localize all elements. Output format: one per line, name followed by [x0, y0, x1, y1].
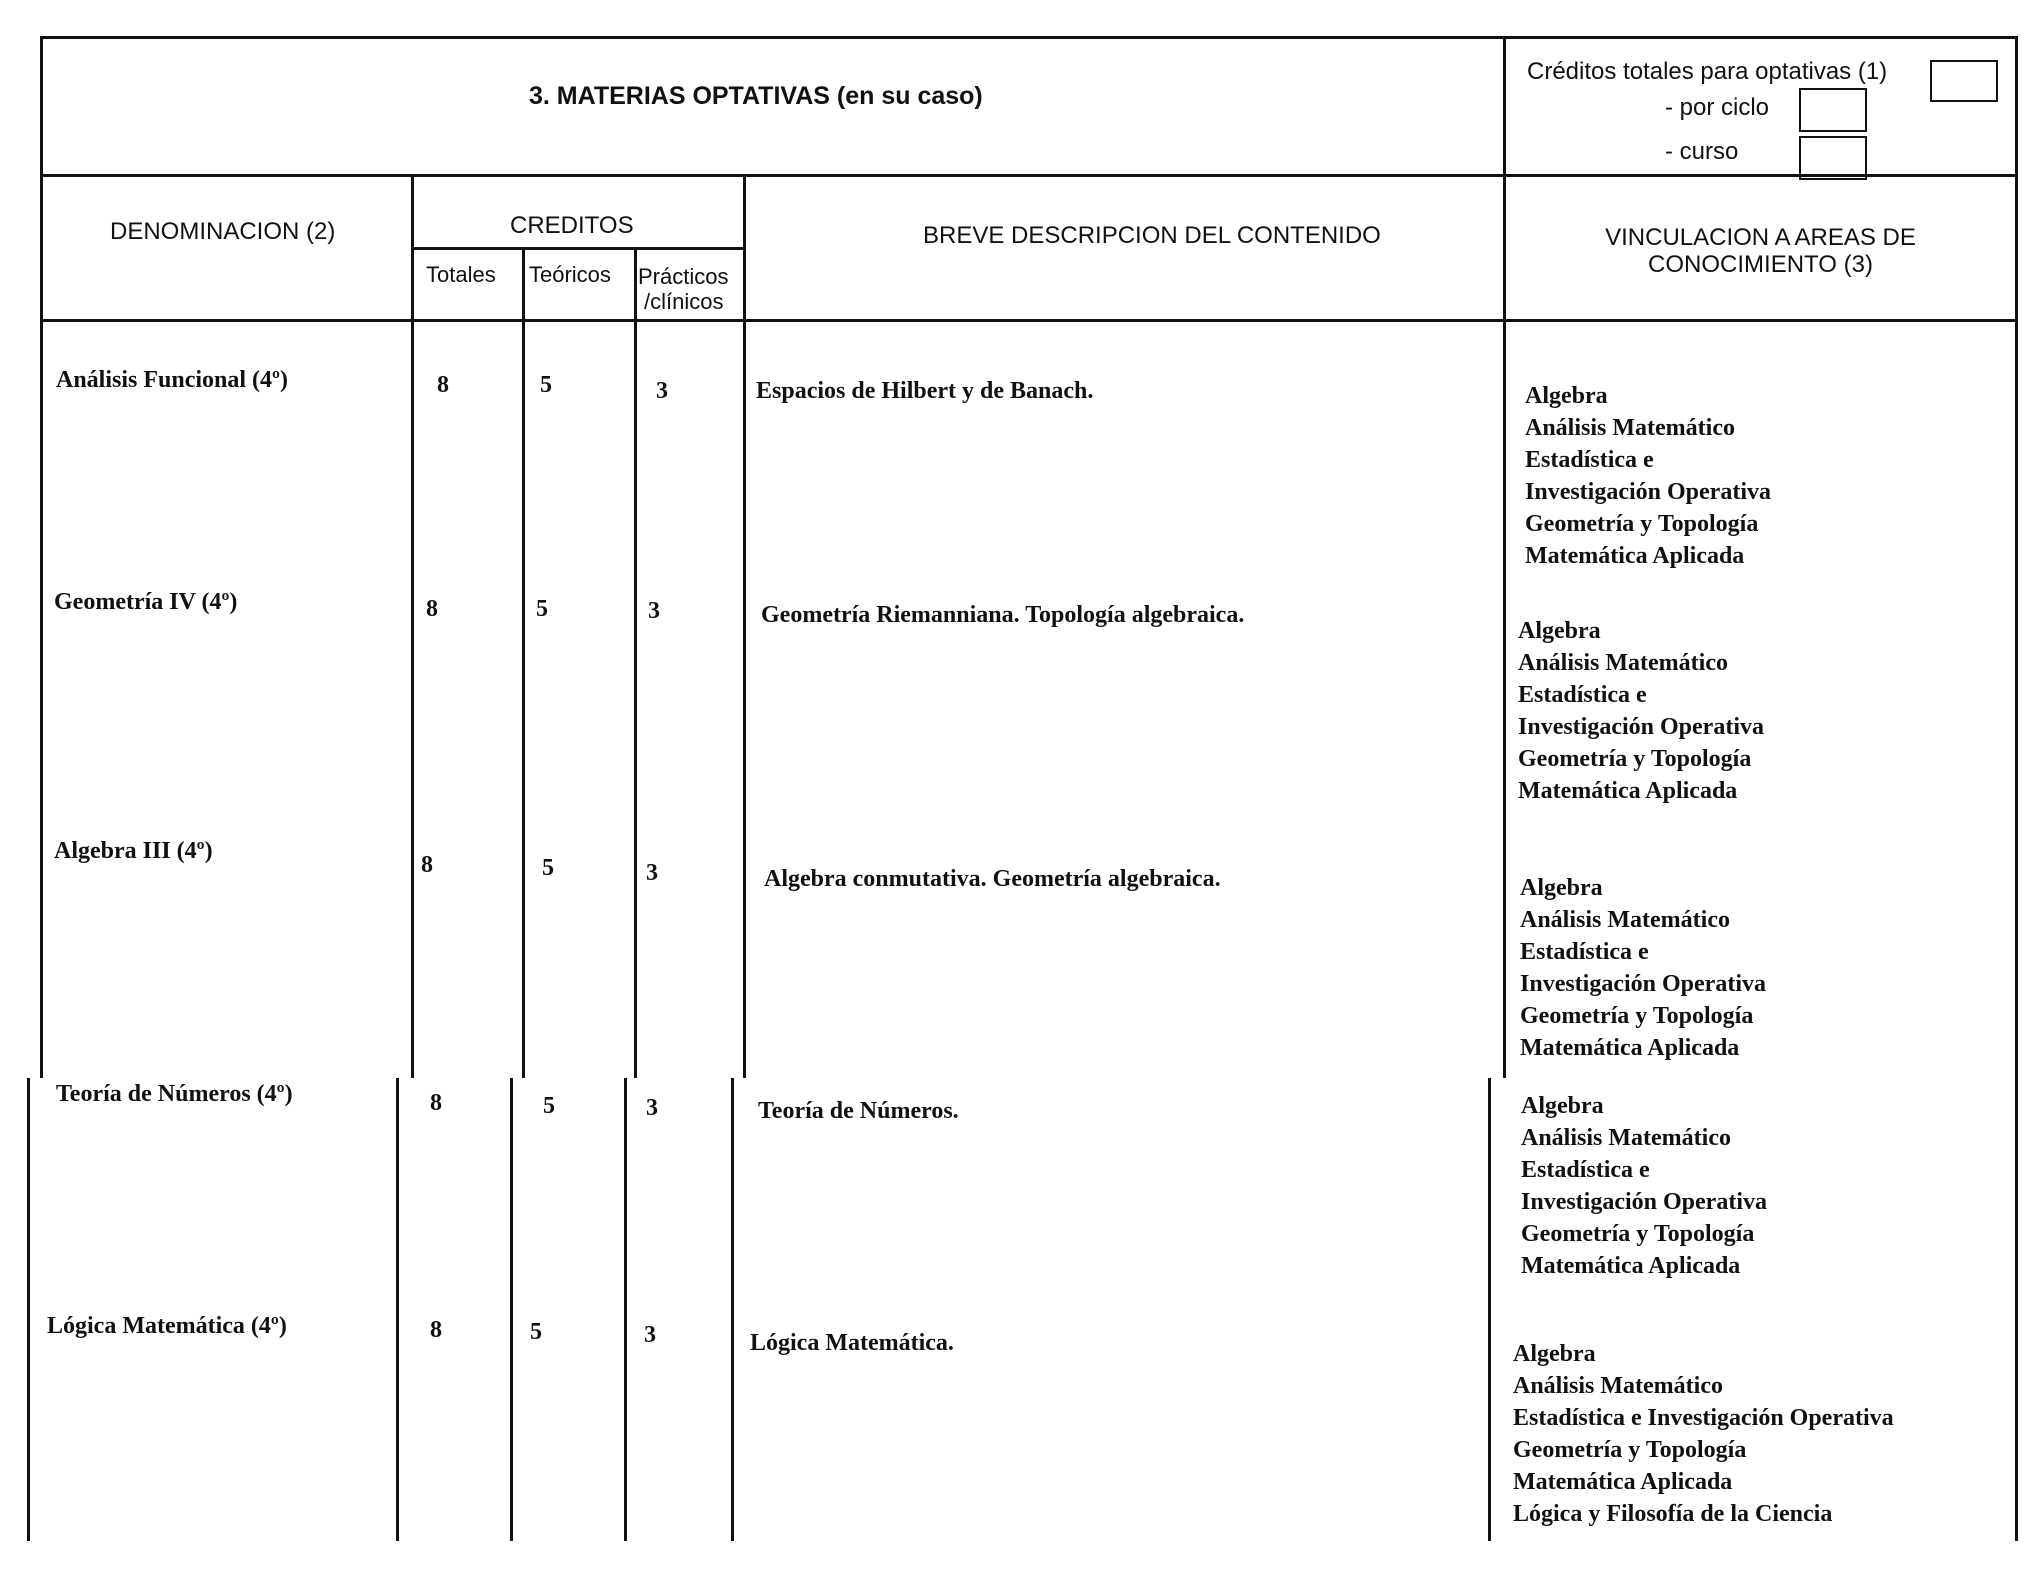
subject-description: Espacios de Hilbert y de Banach. — [756, 378, 1094, 404]
credits-totales: 8 — [437, 372, 449, 398]
table-right-border — [2015, 36, 2018, 322]
area-item: Geometría y Topología — [1521, 1221, 1755, 1247]
credits-practicos: 3 — [656, 378, 668, 404]
credits-teoricos: 5 — [536, 596, 548, 622]
subject-description: Algebra conmutativa. Geometría algebraica. — [764, 866, 1221, 892]
col-header-vinculacion-line2: CONOCIMIENTO (3) — [1648, 251, 1873, 278]
area-item: Análisis Matemático — [1520, 907, 1730, 933]
subject-description: Lógica Matemática. — [750, 1330, 954, 1356]
table-left-border-mid — [40, 319, 43, 1078]
area-item: Geometría y Topología — [1513, 1437, 1747, 1463]
area-item: Algebra — [1520, 875, 1603, 901]
area-item: Estadística e — [1521, 1157, 1650, 1183]
col-sep-totales-lower — [510, 1078, 513, 1541]
knowledge-areas — [1525, 380, 1771, 572]
creditos-divider — [412, 247, 744, 250]
header-divider — [40, 174, 2018, 177]
credits-teoricos: 5 — [540, 372, 552, 398]
subject-description: Geometría Riemanniana. Topología algebraica. — [761, 602, 1245, 628]
area-item: Algebra — [1525, 383, 1608, 409]
subject-description: Teoría de Números. — [758, 1098, 959, 1124]
col-header-clinicos: /clínicos — [644, 289, 724, 314]
area-item: Geometría y Topología — [1520, 1003, 1754, 1029]
area-item: Estadística e Investigación Operativa — [1513, 1405, 1894, 1431]
credits-totales: 8 — [426, 596, 438, 622]
subject-name: Algebra III (4º) — [54, 838, 213, 864]
col-header-teoricos: Teóricos — [529, 262, 611, 287]
col-sep-descripcion — [1503, 319, 1506, 1078]
table-right-border-lower — [2015, 319, 2018, 1541]
area-item: Geometría y Topología — [1518, 746, 1752, 772]
page-title: 3. MATERIAS OPTATIVAS (en su caso) — [529, 82, 983, 110]
area-item: Algebra — [1518, 618, 1601, 644]
col-header-practicos: Prácticos — [638, 264, 729, 289]
area-item: Lógica y Filosofía de la Ciencia — [1513, 1501, 1833, 1527]
col-sep-totales — [522, 247, 525, 1078]
credits-teoricos: 5 — [543, 1093, 555, 1119]
subject-name: Lógica Matemática (4º) — [47, 1313, 287, 1339]
area-item: Análisis Matemático — [1525, 415, 1735, 441]
table-top-border — [40, 36, 2018, 39]
col-sep-denominacion — [411, 174, 414, 1078]
credits-totales: 8 — [430, 1317, 442, 1343]
col-sep-practicos — [743, 174, 746, 1078]
area-item: Algebra — [1521, 1093, 1604, 1119]
credits-practicos: 3 — [644, 1322, 656, 1348]
area-item: Investigación Operativa — [1518, 714, 1764, 740]
col-header-denominacion: DENOMINACION (2) — [110, 218, 336, 245]
area-item: Matemática Aplicada — [1518, 778, 1738, 804]
col-header-descripcion: BREVE DESCRIPCION DEL CONTENIDO — [923, 222, 1381, 249]
area-item: Análisis Matemático — [1513, 1373, 1723, 1399]
subject-name: Análisis Funcional (4º) — [56, 367, 288, 393]
area-item: Análisis Matemático — [1518, 650, 1728, 676]
table-left-border — [40, 36, 43, 322]
knowledge-areas — [1521, 1090, 1767, 1282]
per-cycle-box — [1799, 88, 1867, 132]
credits-practicos: 3 — [648, 598, 660, 624]
area-item: Estadística e — [1518, 682, 1647, 708]
col-header-totales: Totales — [426, 262, 496, 287]
col-header-creditos: CREDITOS — [510, 212, 634, 239]
col-sep-practicos-lower — [731, 1078, 734, 1541]
col-sep-teoricos-lower — [624, 1078, 627, 1541]
col-header-vinculacion-line1: VINCULACION A AREAS DE — [1605, 224, 1916, 251]
subject-name: Geometría IV (4º) — [54, 589, 238, 615]
area-item: Investigación Operativa — [1525, 479, 1771, 505]
table-left-border-lower — [27, 1078, 30, 1541]
col-sep-descripcion-lower — [1488, 1078, 1491, 1541]
area-item: Algebra — [1513, 1341, 1596, 1367]
area-item: Investigación Operativa — [1521, 1189, 1767, 1215]
area-item: Análisis Matemático — [1521, 1125, 1731, 1151]
knowledge-areas — [1520, 872, 1766, 1064]
credits-total-label: Créditos totales para optativas (1) — [1527, 58, 1888, 85]
course-box — [1799, 136, 1867, 180]
credits-teoricos: 5 — [530, 1319, 542, 1345]
column-header-divider — [40, 319, 2018, 322]
credits-totales: 8 — [430, 1090, 442, 1116]
col-sep-teoricos — [634, 247, 637, 1078]
area-item: Matemática Aplicada — [1521, 1253, 1741, 1279]
area-item: Estadística e — [1520, 939, 1649, 965]
area-item: Matemática Aplicada — [1513, 1469, 1733, 1495]
area-item: Investigación Operativa — [1520, 971, 1766, 997]
vinculacion-header-left-border — [1503, 36, 1506, 322]
area-item: Estadística e — [1525, 447, 1654, 473]
area-item: Matemática Aplicada — [1520, 1035, 1740, 1061]
per-cycle-label: - por ciclo — [1665, 94, 1770, 121]
area-item: Geometría y Topología — [1525, 511, 1759, 537]
credits-practicos: 3 — [646, 860, 658, 886]
credits-practicos: 3 — [646, 1095, 658, 1121]
credits-total-box — [1930, 60, 1998, 102]
knowledge-areas — [1513, 1338, 1894, 1530]
area-item: Matemática Aplicada — [1525, 543, 1745, 569]
credits-teoricos: 5 — [542, 855, 554, 881]
credits-totales: 8 — [421, 852, 433, 878]
knowledge-areas — [1518, 615, 1764, 807]
col-sep-denominacion-lower — [396, 1078, 399, 1541]
course-label: - curso — [1665, 138, 1739, 165]
subject-name: Teoría de Números (4º) — [56, 1081, 293, 1107]
